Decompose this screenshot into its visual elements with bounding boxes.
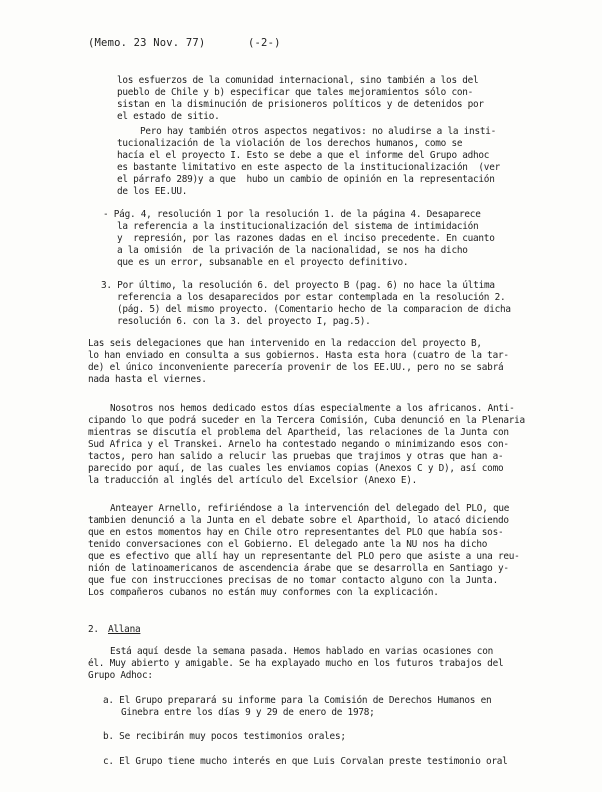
text-line: 3. Por último, la resolución 6. del proyecto B (pag. 6) no hace la última (101, 280, 495, 291)
text-line: hacía el el proyecto I. Esto se debe a que el informe del Grupo adhoc (117, 150, 490, 161)
text-line: de los EE.UU. (117, 186, 188, 197)
text-line: Pero hay también otros aspectos negativos: no aludirse a la insti- (140, 126, 497, 137)
text-line: tenido conversaciones con el Gobierno. El delegado ante la NU nos ha dicho (88, 539, 488, 550)
text-line: que en estos momentos hay en Chile otro representantes del PLO que había sos- (88, 527, 504, 538)
text-line: que es efectivo que allí hay un representante del PLO pero que asiste a una reu- (88, 551, 520, 562)
list-item: Ginebra entre los días 9 y 29 de enero de 1978; (121, 707, 375, 718)
text-line: él. Muy abierto y amigable. Se ha explayado mucho en los futuros trabajos del (88, 658, 504, 669)
text-line: Está aquí desde la semana pasada. Hemos hablado en varias ocasiones con (110, 646, 493, 657)
text-line: cipando lo que podrá suceder en la Tercera Comisión, Cuba denunció en la Plenaria (88, 415, 525, 426)
text-line: los esfuerzos de la comunidad internacional, sino también a los del (117, 75, 479, 86)
text-line: - Pág. 4, resolución 1 por la resolución 1. de la página 4. Desaparece (103, 209, 481, 220)
text-line: referencia a los desaparecidos por estar contemplada en la resolución 2. (117, 292, 506, 303)
text-line: (pág. 5) del mismo proyecto. (Comentario hecho de la comparacion de dicha (117, 304, 511, 315)
text-line: Las seis delegaciones que han intervenido en la redaccion del proyecto B, (88, 338, 482, 349)
text-line: nada hasta el viernes. (88, 374, 207, 385)
text-line: Nosotros nos hemos dedicado estos días especialmente a los africanos. Anti- (110, 403, 515, 414)
text-line: tactos, pero han salido a relucir las pruebas que trajimos y otras que han a- (88, 451, 504, 462)
text-line: nión de latinoamericanos de ascendencia árabe que se desarrolla en Santiago y- (88, 563, 509, 574)
text-line: es bastante limitativo en este aspecto de la institucionalización (ver (117, 162, 500, 173)
list-item: b. Se recibirán muy pocos testimonios orales; (103, 731, 346, 742)
text-line: de) el único inconveniente parecería provenir de los EE.UU., pero no se sabrá (88, 362, 504, 373)
text-line: mientras se discutía el problema del Apartheid, las relaciones de la Junta con (88, 427, 509, 438)
text-line: pueblo de Chile y b) especificar que tales mejoramientos sólo con- (117, 87, 474, 98)
memo-reference: (Memo. 23 Nov. 77) (88, 37, 206, 49)
text-line: Grupo Adhoc: (88, 670, 153, 681)
text-line: que es un error, subsanable en el proyecto definitivo. (117, 257, 409, 268)
text-line: parecido por aquí, de las cuales les enviamos copias (Anexos C y D), así como (88, 463, 504, 474)
text-line: la referencia a la institucionalización del sistema de intimidación (117, 221, 479, 232)
text-line: resolución 6. con la 3. del proyecto I, pag.5). (117, 316, 371, 327)
text-line: el estado de sitio. (117, 111, 220, 122)
page-number: (-2-) (248, 37, 281, 49)
section-heading: Allana (108, 624, 141, 635)
text-line: Sud Africa y el Transkei. Arnelo ha contestado negando o minimizando esos con- (88, 439, 509, 450)
list-item: a. El Grupo preparará su informe para la Comisión de Derechos Humanos en (103, 695, 492, 706)
text-line: sistan en la disminución de prisioneros políticos y de detenidos por (117, 99, 484, 110)
text-line: que fue con instrucciones precisas de no tomar contacto alguno con la Junta. (88, 575, 498, 586)
text-line: tambien denunció a la Junta en el debate sobre el Aparthoid, lo atacó diciendo (88, 515, 509, 526)
text-line: tucionalización de la violación de los derechos humanos, como se (117, 138, 463, 149)
section-number: 2. (88, 624, 99, 635)
text-line: la traducción al inglés del artículo del Excelsior (Anexo E). (88, 475, 418, 486)
text-line: a la omisión de la privación de la nacionalidad, se nos ha dicho (117, 245, 468, 256)
text-line: Anteayer Arnello, refiriéndose a la intervención del delegado del PLO, que (110, 503, 510, 514)
text-line: el párrafo 289)y a que hubo un cambio de opinión en la representación (117, 174, 495, 185)
text-line: lo han enviado en consulta a sus gobiernos. Hasta esta hora (cuatro de la tar- (88, 350, 509, 361)
list-item: c. El Grupo tiene mucho interés en que Luis Corvalan preste testimonio oral (103, 756, 508, 767)
text-line: y represión, por las razones dadas en el inciso precedente. En cuanto (117, 233, 495, 244)
text-line: Los compañeros cubanos no están muy conformes con la explicación. (88, 587, 439, 598)
